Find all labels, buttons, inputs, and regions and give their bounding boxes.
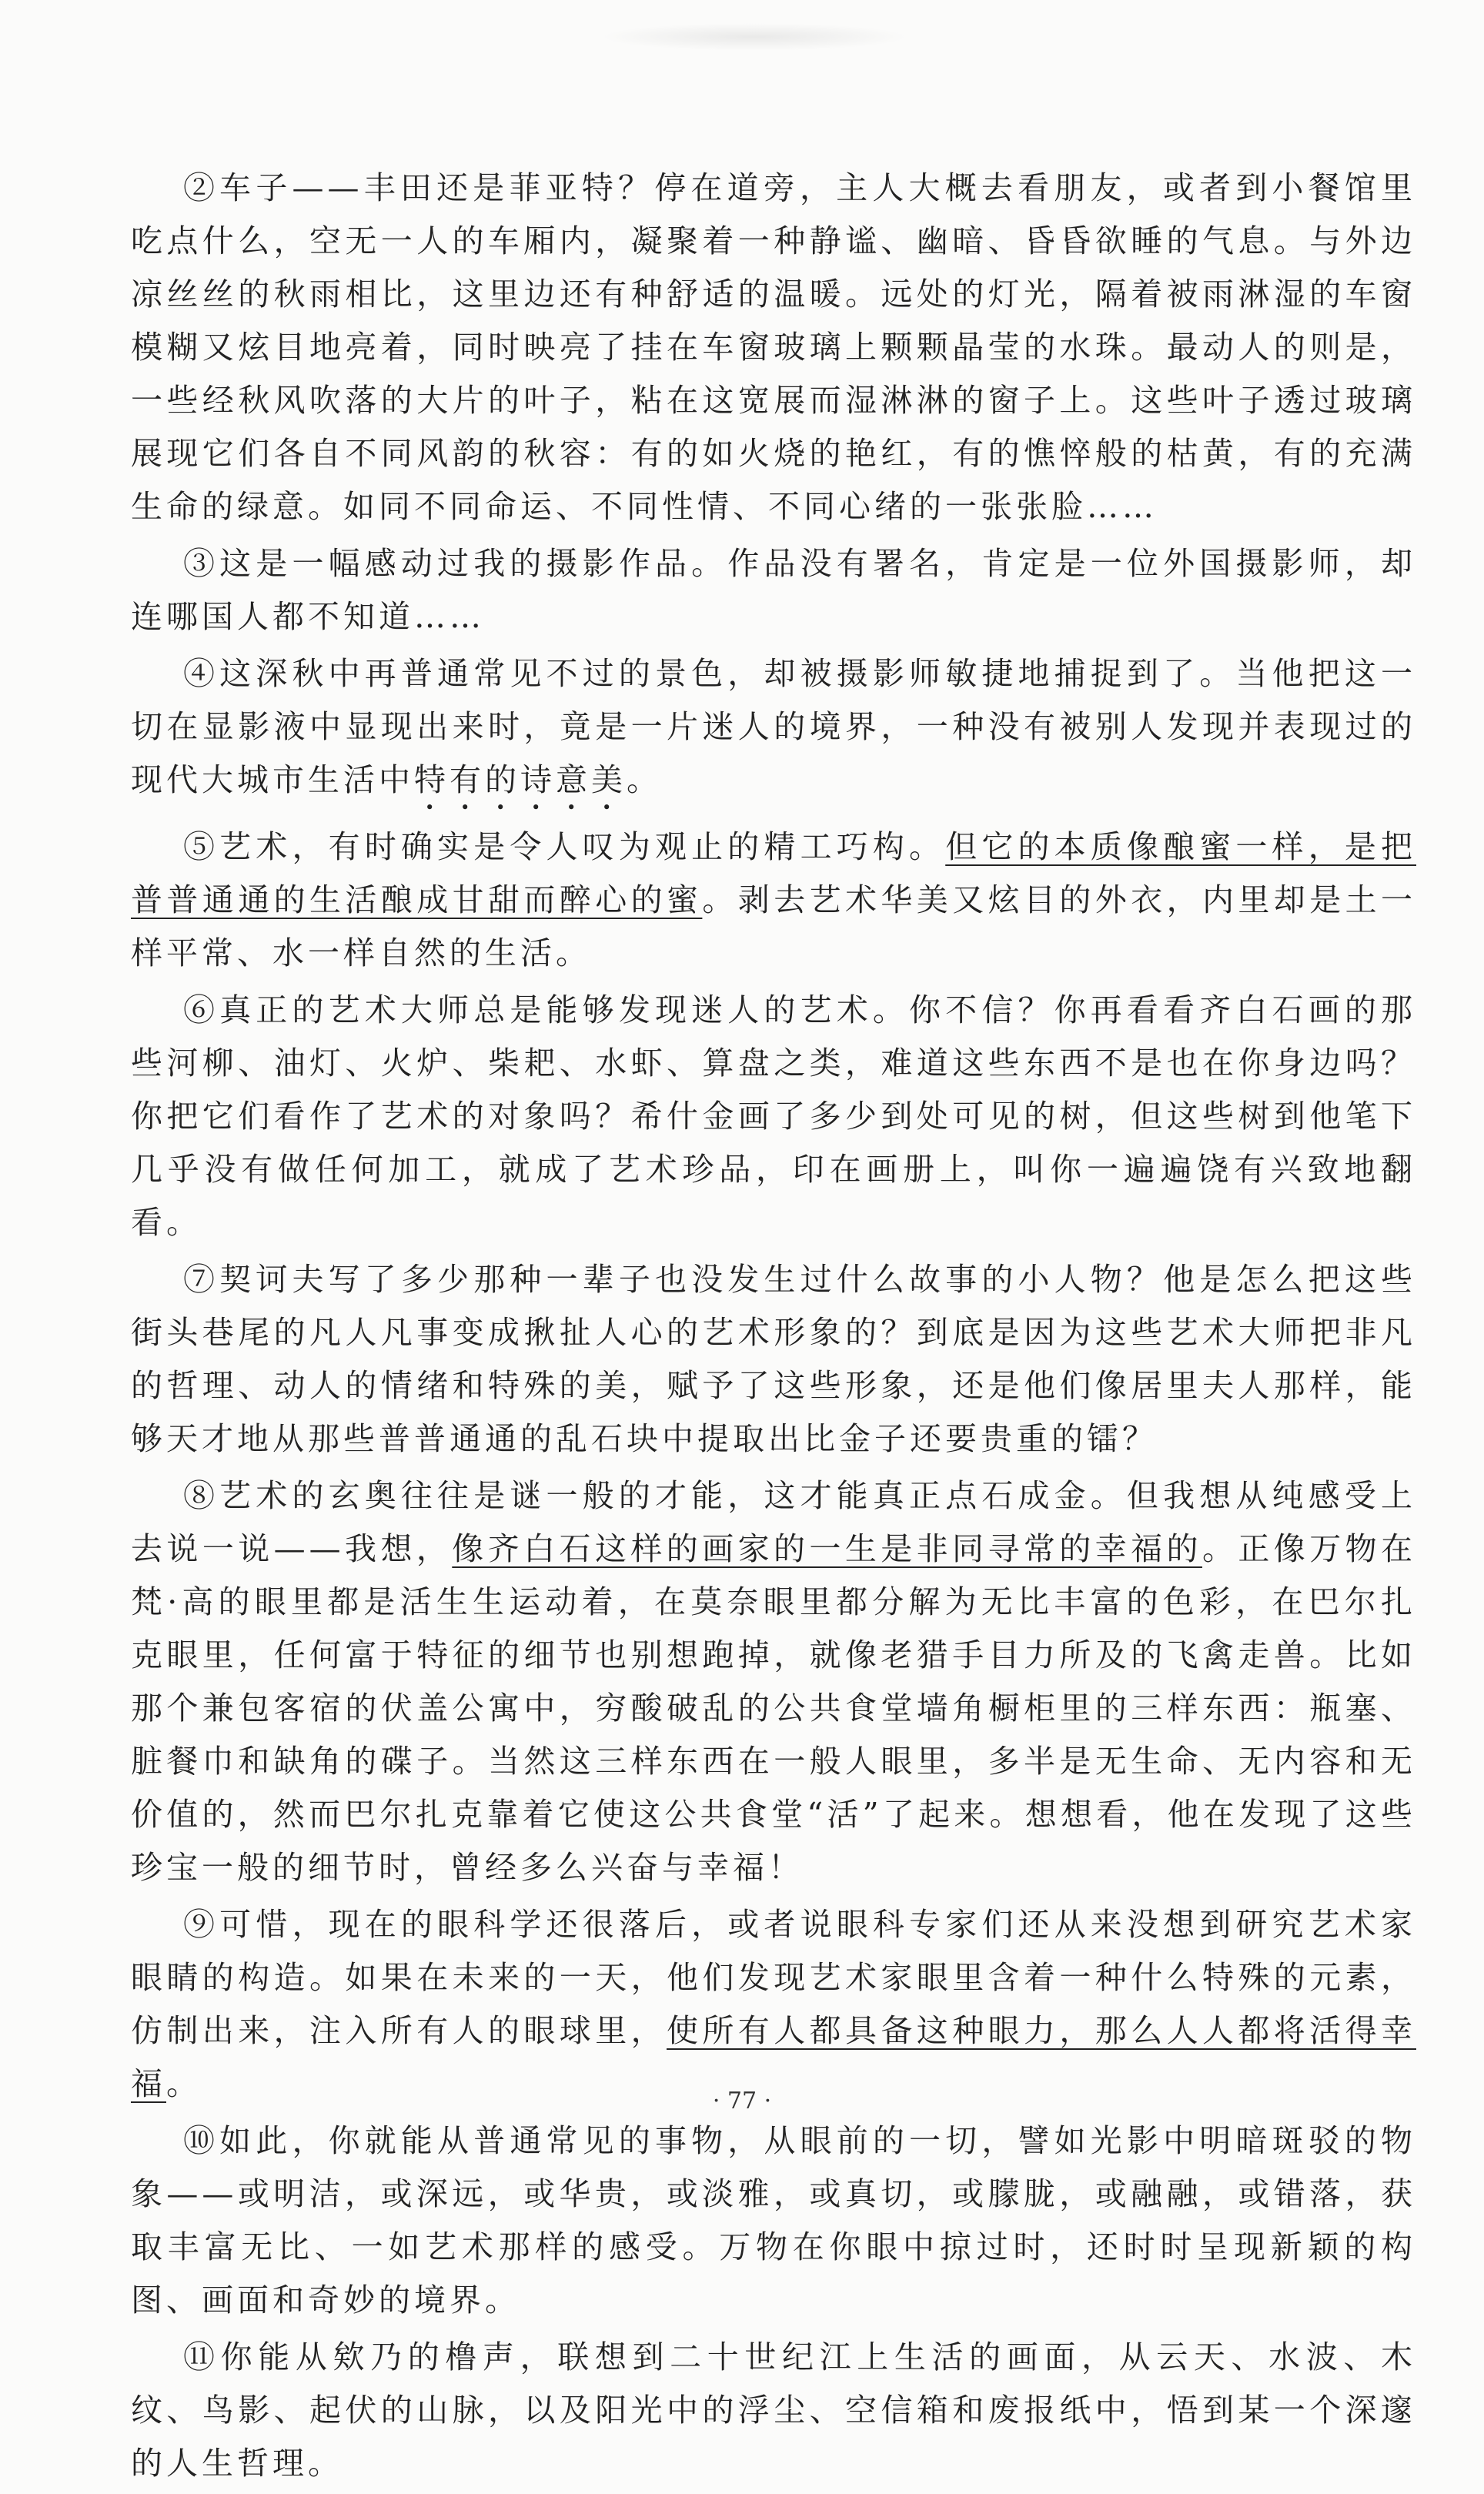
paragraph-4 bbox=[131, 647, 1416, 817]
underlined-sentence-8: 像齐白石这样的画家的一生是非同寻常的幸福的 bbox=[452, 1530, 1202, 1567]
underlined-sentence-5: 但它的本质像酿蜜一样，是把普普通通的生活酿成甘甜而醉心的蜜 bbox=[131, 828, 1417, 918]
page-number: · 77 · bbox=[712, 2088, 772, 2115]
paragraph-11: ⑪你能从欸乃的橹声，联想到二十世纪江上生活的画面，从云天、水波、木纹、鸟影、起伏的山脉，以及阳光中的浮尘、空信箱和废报纸中，悟到某一个深邃的人生哲理。 bbox=[131, 2339, 1416, 2482]
paragraph-7: ⑦契诃夫写了多少那种一辈子也没发生过什么故事的小人物？他是怎么把这些街头巷尾的凡人凡事变成揪扯人心的艺术形象的？到底是因为这些艺术大师把非凡的哲理、动人的情绪和特殊的美，赋予了这些形象，还是他们像居里夫人那样，能够天才地从那些普普通通的乱石块中提取出比金子还要贵重的镭？ bbox=[131, 1261, 1416, 1457]
emphasis-dotted-phrase: 特有的诗意美 bbox=[414, 761, 627, 798]
paragraph-6: ⑥真正的艺术大师总是能够发现迷人的艺术。你不信？你再看看齐白石画的那些河柳、油灯、火炉、柴耙、水虾、算盘之类，难道这些东西不是也在你身边吗？你把它们看作了艺术的对象吗？希什金画了多少到处可见的树，但这些树到他笔下几乎没有做任何加工，就成了艺术珍品，印在画册上，叫你一遍遍饶有兴致地翻看。 bbox=[131, 991, 1416, 1241]
underlined-sentence-9: 使所有人都具备这种眼力，那么人人都将活得幸福 bbox=[131, 2012, 1416, 2102]
paragraph-8-text: ⑧艺术的玄奥往往是谜一般的才能，这才能真正点石成金。但我想从纯感受上去说一说——我想， bbox=[131, 1477, 1416, 1567]
paragraph-4-end: 。 bbox=[627, 761, 662, 798]
article-body bbox=[131, 162, 1416, 2494]
paragraph-10: ⑩如此，你就能从普通常见的事物，从眼前的一切，譬如光影中明暗斑驳的物象——或明洁，或深远，或华贵，或淡雅，或真切，或朦胧，或融融，或错落，获取丰富无比、一如艺术那样的感受。万物在你眼中掠过时，还时时呈现新颖的构图、画面和奇妙的境界。 bbox=[131, 2122, 1416, 2318]
paragraph-5 bbox=[131, 821, 1416, 980]
scan-header-smudge bbox=[600, 23, 908, 51]
paragraph-9-end: 。 bbox=[166, 2065, 202, 2102]
paragraph-9-text: ⑨可惜，现在的眼科学还很落后，或者说眼科专家们还从来没想到研究艺术家眼睛的构造。如果在未来的一天，他们发现艺术家眼里含着一种什么特殊的元素，仿制出来，注入所有人的眼球里， bbox=[131, 1906, 1416, 2049]
paragraph-2: ②车子——丰田还是菲亚特？停在道旁，主人大概去看朋友，或者到小餐馆里吃点什么，空无一人的车厢内，凝聚着一种静谧、幽暗、昏昏欲睡的气息。与外边凉丝丝的秋雨相比，这里边还有种舒适的温暖。远处的灯光，隔着被雨淋湿的车窗模糊又炫目地亮着，同时映亮了挂在车窗玻璃上颗颗晶莹的水珠。最动人的则是，一些经秋风吹落的大片的叶子，粘在这宽展而湿淋淋的窗子上。这些叶子透过玻璃展现它们各自不同风韵的秋容：有的如火烧的艳红，有的憔悴般的枯黄，有的充满生命的绿意。如同不同命运、不同性情、不同心绪的一张张脸…… bbox=[131, 169, 1416, 525]
paragraph-5-end: 。剥去艺术华美又炫目的外衣，内里却是土一样平常、水一样自然的生活。 bbox=[131, 881, 1417, 971]
paragraph-4-text: ④这深秋中再普通常见不过的景色，却被摄影师敏捷地捕捉到了。当他把这一切在显影液中显现出来时，竟是一片迷人的境界，一种没有被别人发现并表现过的现代大城市生活中 bbox=[131, 655, 1416, 798]
paragraph-9 bbox=[131, 1898, 1416, 2111]
paragraph-8 bbox=[131, 1469, 1416, 1894]
paragraph-5-text: ⑤艺术，有时确实是令人叹为观止的精工巧构。 bbox=[183, 828, 946, 865]
paragraph-3: ③这是一幅感动过我的摄影作品。作品没有署名，肯定是一位外国摄影师，却连哪国人都不知道…… bbox=[131, 545, 1416, 635]
paragraph-8-end: 。正像万物在梵·高的眼里都是活生生运动着，在莫奈眼里都分解为无比丰富的色彩，在巴尔扎克眼里，任何富于特征的细节也别想跑掉，就像老猎手目力所及的飞禽走兽。比如那个兼包客宿的伏盖公寓中，穷酸破乱的公共食堂墙角橱柜里的三样东西：瓶塞、脏餐巾和缺角的碟子。当然这三样东西在一般人眼里，多半是无生命、无内容和无价值的，然而巴尔扎克靠着它使这公共食堂“活”了起来。想想看，他在发现了这些珍宝一般的细节时，曾经多么兴奋与幸福！ bbox=[131, 1530, 1417, 1886]
